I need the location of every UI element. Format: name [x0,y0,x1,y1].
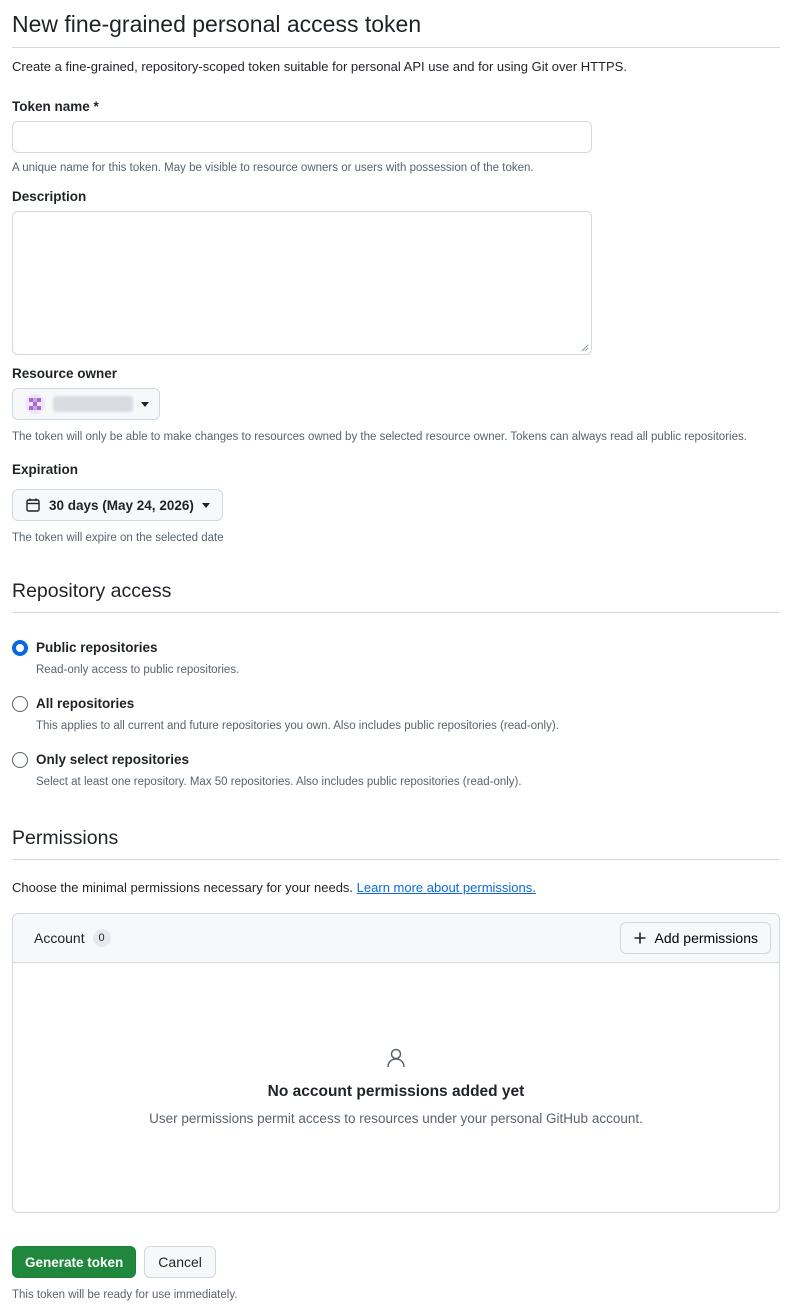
permissions-title: Permissions [12,825,780,860]
identicon-icon [28,397,42,411]
resource-owner-label: Resource owner [12,366,118,381]
token-name-group [12,98,592,176]
expiration-label: Expiration [12,462,79,477]
radio-button[interactable] [12,696,28,712]
add-permissions-button[interactable] [620,922,772,954]
radio-all-repositories[interactable] [12,695,559,734]
empty-state [13,963,779,1128]
resource-owner-note: The token will only be able to make changes to resources owned by the selected resource owner. Tokens can always read all public repositories. [12,431,747,443]
description-textarea[interactable] [12,211,592,355]
plus-icon [633,931,647,945]
radio-label: All repositories [36,696,135,711]
page-lead: Create a fine-grained, repository-scoped token suitable for personal API use and for using Git over HTTPS. [12,59,627,74]
radio-only-select-repositories[interactable] [12,751,522,790]
resource-owner-select[interactable] [12,388,160,420]
cancel-button[interactable]: Cancel [144,1246,216,1278]
permissions-intro-text: Choose the minimal permissions necessary for your needs. [12,880,354,895]
owner-name-redacted [53,396,133,412]
expiration-value: 30 days (May 24, 2026) [49,497,194,513]
avatar [25,394,45,414]
generate-token-button[interactable]: Generate token [12,1246,136,1278]
expiration-note: The token will expire on the selected date [12,532,224,544]
token-name-note: A unique name for this token. May be visible to resource owners or users with possession of the token. [12,162,534,174]
repository-access-title: Repository access [12,578,780,613]
radio-description: Read-only access to public repositories. [36,664,240,676]
radio-button[interactable] [12,752,28,768]
permissions-section [12,825,780,860]
resize-grip-icon[interactable] [581,344,589,352]
account-permissions-count: 0 [93,929,111,947]
empty-state-title: No account permissions added yet [267,1083,525,1100]
repository-access-section [12,578,780,613]
add-permissions-label: Add permissions [654,930,758,946]
account-permissions-panel [12,913,780,1213]
page-title: New fine-grained personal access token [12,0,780,48]
chevron-down-icon [141,402,149,407]
radio-label: Public repositories [36,640,158,655]
token-name-label: Token name * [12,99,99,114]
radio-public-repositories[interactable] [12,639,239,678]
permissions-intro [12,879,536,897]
calendar-icon [25,497,41,513]
account-label: Account [34,930,85,946]
account-permissions-header [13,914,779,963]
radio-description: This applies to all current and future repositories you own. Also includes public repositories (read-only). [36,720,559,732]
description-label: Description [12,189,87,204]
description-group [12,188,592,355]
radio-label: Only select repositories [36,752,190,767]
chevron-down-icon [202,503,210,508]
token-name-input[interactable] [12,121,592,153]
person-icon [385,1047,407,1069]
learn-more-permissions-link[interactable]: Learn more about permissions. [356,880,536,895]
form-actions [12,1246,216,1278]
actions-note: This token will be ready for use immediately. [12,1289,238,1301]
expiration-select[interactable] [12,489,223,521]
resource-owner-group [12,365,747,445]
empty-state-description: User permissions permit access to resources under your personal GitHub account. [149,1111,643,1126]
radio-button-checked[interactable] [12,640,28,656]
radio-description: Select at least one repository. Max 50 repositories. Also includes public repositories (read-only). [36,776,522,788]
expiration-group [12,461,224,546]
